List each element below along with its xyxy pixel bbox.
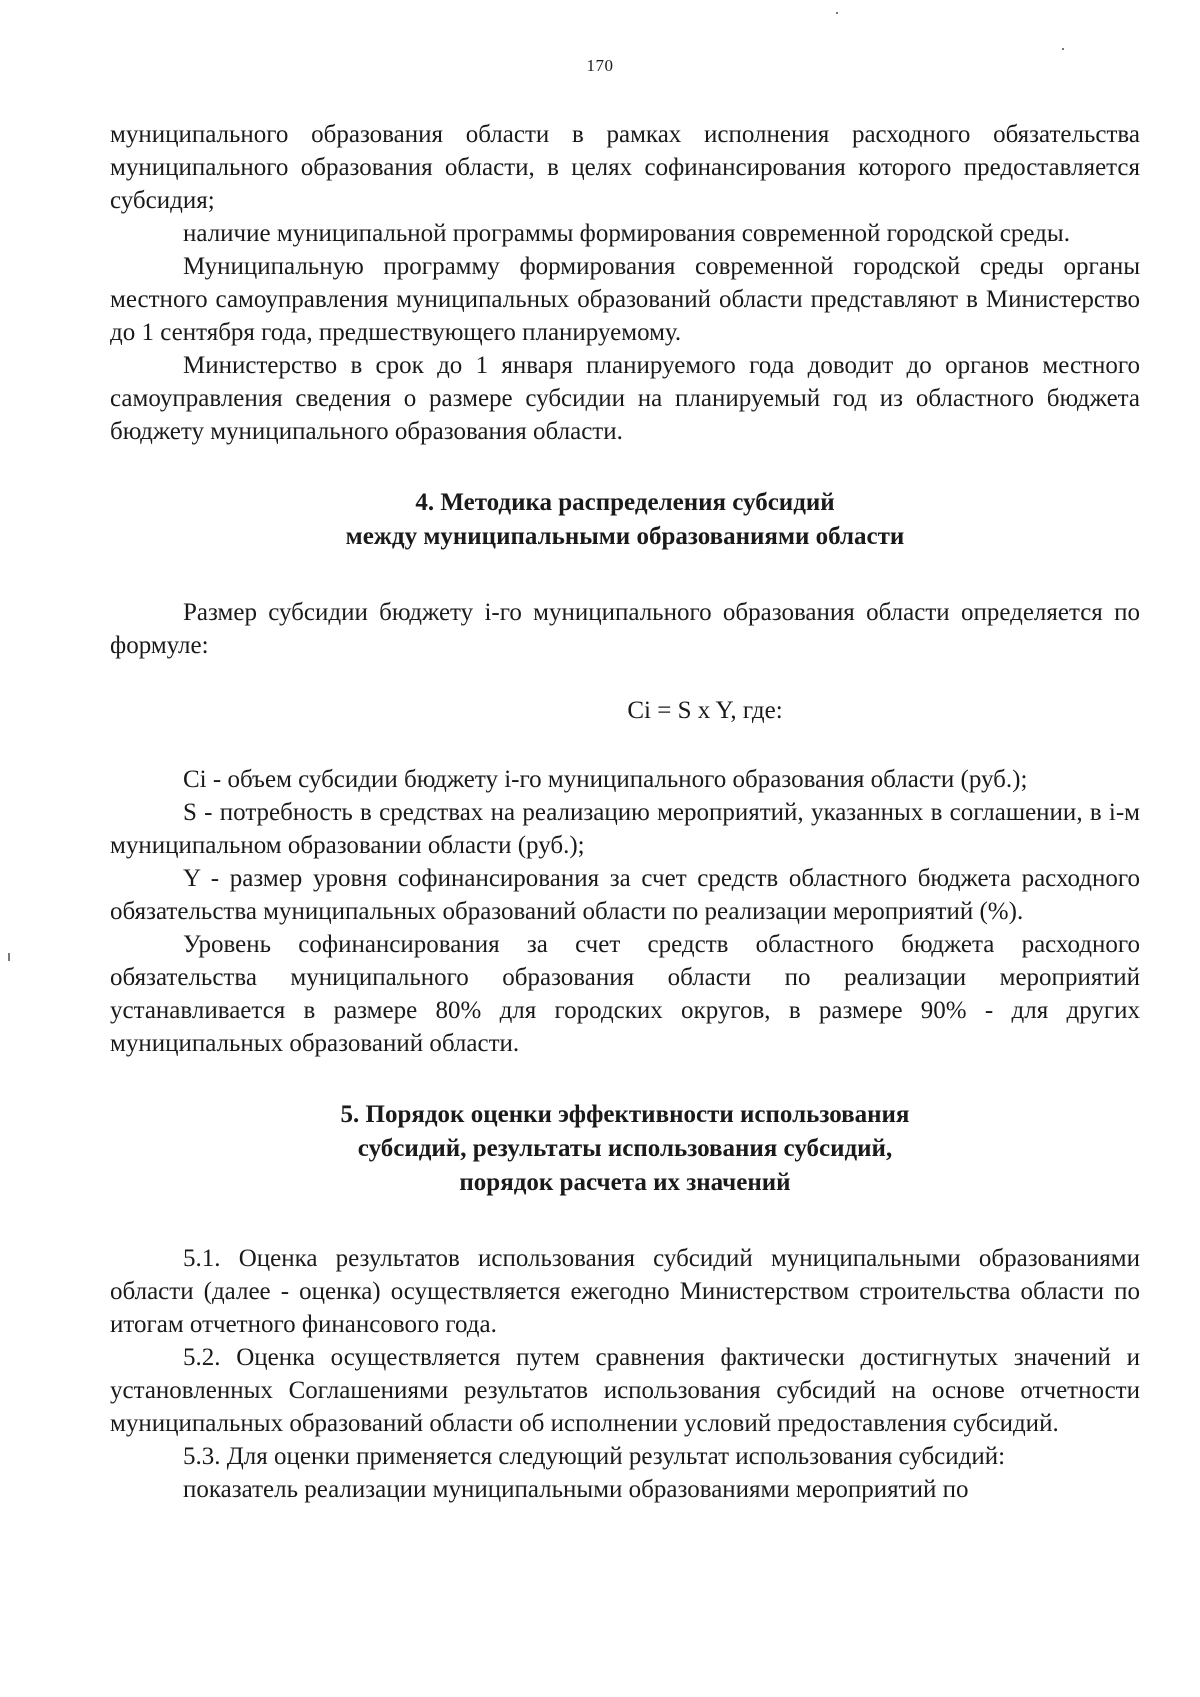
section-4-heading-line-1: 4. Методика распределения субсидий	[415, 489, 835, 516]
section-4-heading-line-2: между муниципальными образованиями области	[345, 523, 905, 550]
definition-ci: Ci - объем субсидии бюджету i-го муниципального образования области (руб.);	[183, 766, 1028, 793]
cofinancing-level-paragraph: Уровень софинансирования за счет средств областного бюджета расходного обязательства муниципального образования области по реализации мероприятий устанавливается в размере 80% для городских округов, в размере 90% - для других муниципальных образований области.	[110, 931, 1140, 1057]
intro-paragraph-2: наличие муниципальной программы формирования современной городской среды.	[183, 220, 1070, 247]
scan-speck	[836, 12, 838, 14]
page-number: 170	[586, 56, 614, 75]
section-4-heading	[110, 486, 1140, 554]
intro-paragraph-4: Министерство в срок до 1 января планируемого года доводит до органов местного самоуправления сведения о размере субсидии на планируемый год из областного бюджета бюджету муниципального образования области.	[110, 352, 1140, 445]
definition-s: S - потребность в средствах на реализацию мероприятий, указанных в соглашении, в i-м муниципальном образовании области (руб.);	[110, 799, 1140, 859]
intro-paragraph-3: Муниципальную программу формирования современной городской среды органы местного самоуправления муниципальных образований области представляют в Министерство до 1 сентября года, предшествующего планируемому.	[110, 253, 1140, 346]
paragraph-5-1: 5.1. Оценка результатов использования субсидий муниципальными образованиями области (далее - оценка) осуществляется ежегодно Министерством строительства области по итогам отчетного финансового года.	[110, 1245, 1140, 1338]
formula: Ci = S x Y, где:	[627, 697, 783, 724]
page-body	[110, 118, 1140, 1506]
section-5-heading-line-3: порядок расчета их значений	[459, 1169, 791, 1196]
paragraph-5-3: 5.3. Для оценки применяется следующий результат использования субсидий:	[183, 1443, 1006, 1470]
scan-speck	[8, 953, 10, 961]
paragraph-5-3-indicator: показатель реализации муниципальными образованиями мероприятий по	[183, 1476, 969, 1503]
section-5-heading-line-2: субсидий, результаты использования субсидий,	[357, 1135, 893, 1162]
scan-speck	[1062, 48, 1064, 50]
paragraph-5-2: 5.2. Оценка осуществляется путем сравнения фактически достигнутых значений и установленных Соглашениями результатов использования субсидий на основе отчетности муниципальных образований области об исполнении условий предоставления субсидий.	[110, 1344, 1140, 1437]
intro-paragraph-1: муниципального образования области в рамках исполнения расходного обязательства муниципального образования области, в целях софинансирования которого предоставляется субсидия;	[110, 121, 1140, 214]
section-5-heading-line-1: 5. Порядок оценки эффективности использования	[340, 1101, 910, 1128]
section-5-heading	[110, 1098, 1140, 1200]
definition-y: Y - размер уровня софинансирования за счет средств областного бюджета расходного обязательства муниципальных образований области по реализации мероприятий (%).	[110, 865, 1140, 925]
section-4-lead: Размер субсидии бюджету i-го муниципального образования области определяется по формуле:	[110, 599, 1140, 659]
